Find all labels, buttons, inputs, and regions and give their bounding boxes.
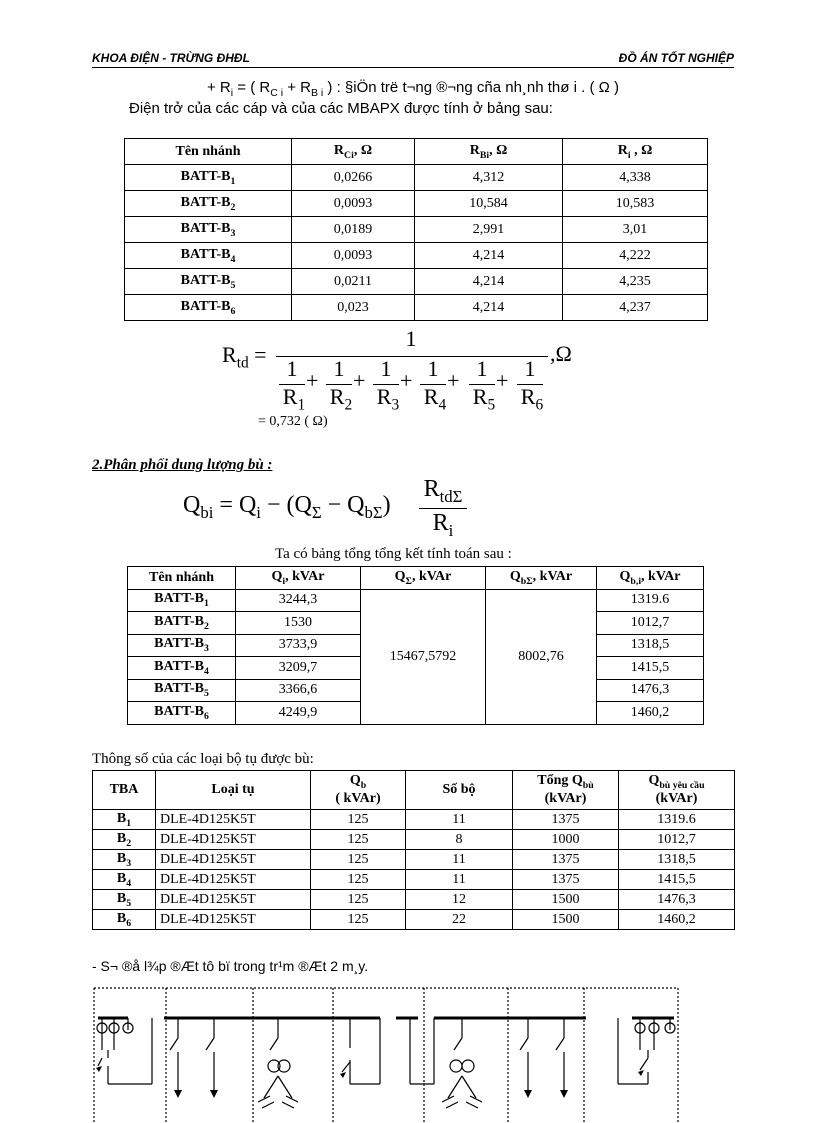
col-rc: $R_{Ci}$, Ω [292,139,415,165]
compensation-table [127,566,704,725]
table-row: $B_1$ DLE-4D125K5T 125 11 1375 1319.6 [93,810,735,830]
table-row: BATT-$B_4$ 0,0093 4,214 4,222 [125,243,708,269]
table-row: BATT-$B_4$ 3209,7 1415,5 [128,657,704,680]
den-label-4: $R_4$ [423,384,447,414]
col-req: $Q_{bù yêu cầu}$ (kVAr) [619,771,735,810]
table-header-row [93,771,735,810]
resistance-table [124,138,708,321]
den-term-5: 1 [476,356,488,381]
plus-3: + [400,368,413,393]
ri-plus: + R [283,79,311,96]
table-row: $B_5$ DLE-4D125K5T 125 12 1500 1476,3 [93,890,735,910]
col-ri: $R_i$ , Ω [563,139,708,165]
col-rb: $R_{Bi}$, Ω [415,139,563,165]
header-rule [92,67,734,68]
den-term-3: 1 [380,356,392,381]
den-label-2: $R_2$ [329,384,353,414]
den-term-4: 1 [427,356,439,381]
diagram-caption: - S¬ ®å l¾p ®Æt tô bï trong tr¹m ®Æt 2 m¸y. [92,958,369,974]
table-row: $B_4$ DLE-4D125K5T 125 11 1375 1415,5 [93,870,735,890]
col-qbsum: $Q_{b\Sigma}$, kVAr [486,567,597,590]
table-row: BATT-$B_5$ 0,0211 4,214 4,235 [125,269,708,295]
col-qi: $Q_i$, kVAr [236,567,361,590]
rtd-lhs: $R_{td}$ = [222,342,267,372]
qsum-cell: 15467,5792 [361,589,486,724]
plus-5: + [496,368,509,393]
table-row: BATT-$B_6$ 4249,9 1460,2 [128,702,704,725]
qbi-bar [419,508,467,509]
capacitor-installation-diagram [88,980,688,1123]
summary-sentence: Ta có bảng tổng tổng kết tính toán sau : [275,546,512,562]
table-row: $B_3$ DLE-4D125K5T 125 11 1375 1318,5 [93,850,735,870]
den-term-6: 1 [524,356,536,381]
capacitor-table [92,770,735,930]
qbi-lhs: $Q_{bi} = Q_i - (Q_\Sigma - Q_{b\Sigma})$ [183,492,391,522]
capacitor-caption: Thông số của các loại bộ tụ được bù: [92,751,314,767]
rtd-result: = 0,732 ( Ω) [258,414,328,429]
qbi-den: $R_i$ [432,510,454,540]
col-branch: Tên nhánh [128,567,236,590]
header-left: KHOA ĐIỆN - TRỪNG ĐHĐL [92,51,250,65]
col-count: Số bộ [406,771,513,810]
col-total: Tổng $Q_{bù}$ (kVAr) [513,771,619,810]
col-qsum: $Q_\Sigma$, kVAr [361,567,486,590]
col-branch: Tên nhánh [125,139,292,165]
col-type: Loại tụ [156,771,311,810]
den-label-3: $R_3$ [376,384,400,414]
plus-1: + [306,368,319,393]
qbsum-cell: 8002,76 [486,589,597,724]
table-row: BATT-$B_5$ 3366,6 1476,3 [128,679,704,702]
table-row: BATT-$B_1$ 0,0266 4,312 4,338 [125,165,708,191]
header-right: ĐỒ ÁN TỐT NGHIỆP [618,51,734,65]
table-row: $B_6$ DLE-4D125K5T 125 22 1500 1460,2 [93,910,735,930]
table-row: BATT-$B_2$ 1530 1012,7 [128,612,704,635]
table-row: BATT-$B_3$ 3733,9 1318,5 [128,634,704,657]
table-row: $B_2$ DLE-4D125K5T 125 8 1000 1012,7 [93,830,735,850]
col-qbi: $Q_{b,i}$, kVAr [597,567,704,590]
ri-tail: ) : §iÖn trë t¬ng ®¬ng cña nh¸nh thø i . ( Ω ) [323,79,619,96]
col-qb: $Q_b$ ( kVAr) [311,771,406,810]
col-tba: TBA [93,771,156,810]
rtd-unit: ,Ω [550,341,572,366]
rtd-main-bar [276,356,548,357]
ri-formula-line: + $R_i$ = ( $R_{C i} + R_{B i}$ ) : §iÖn trë t¬ng ®¬ng cña nh¸nh thø i . ( Ω ) [207,79,619,99]
den-term-2: 1 [333,356,345,381]
table-row: BATT-$B_2$ 0,0093 10,584 10,583 [125,191,708,217]
table-row: BATT-$B_3$ 0,0189 2,991 3,01 [125,217,708,243]
den-label-1: $R_1$ [282,384,306,414]
intro-sentence: Điện trở của các cáp và của các MBAPX được tính ở bảng sau: [129,100,553,117]
table-row: BATT-$B_1$ 3244,3 15467,5792 8002,76 1319.6 [128,589,704,612]
ri-lhs: + R [207,79,231,96]
qbi-num: $R_{td\Sigma}$ [423,476,463,506]
ri-mid: = ( R [233,79,271,96]
table-header-row [128,567,704,590]
den-term-1: 1 [286,356,298,381]
plus-4: + [447,368,460,393]
table-header-row [125,139,708,165]
plus-2: + [353,368,366,393]
table-row: BATT-$B_6$ 0,023 4,214 4,237 [125,295,708,321]
den-label-6: $R_6$ [520,384,544,414]
section-2-title: 2.Phân phối dung lượng bù : [92,457,273,473]
den-label-5: $R_5$ [472,384,496,414]
rtd-numerator: 1 [405,326,417,351]
